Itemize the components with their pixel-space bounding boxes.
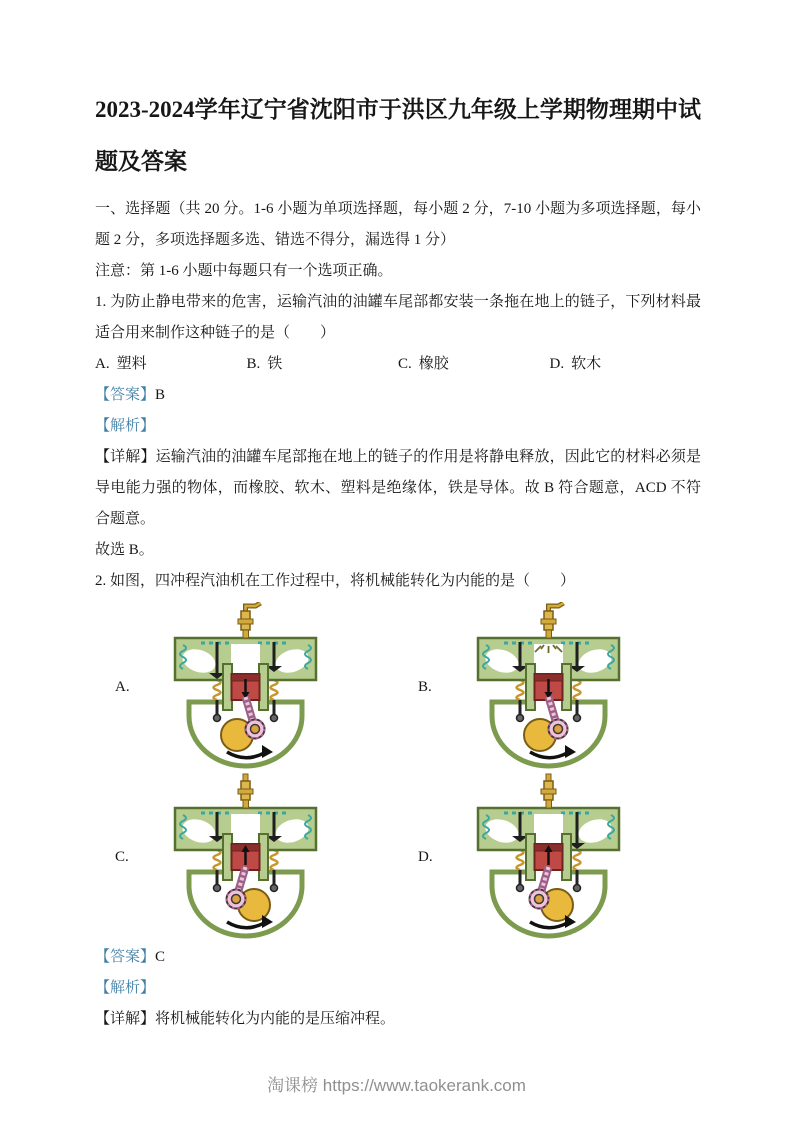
site-footer [0,1071,793,1096]
engine-diagrams [95,602,701,942]
engine-label-d: D. [418,848,433,865]
engine-diagram-intake-stroke [143,602,348,772]
engine-diagram-exhaust-stroke [446,772,651,942]
footer-link[interactable]: 淘课榜 https://www.taokerank.com [267,1076,526,1095]
section-heading: 一、选择题（共 20 分。1-6 小题为单项选择题，每小题 2 分，7-10 小题为多项选择题，每小题 2 分，多项选择题多选、错选不得分，漏选得 1 分） [95,201,701,248]
analysis-label: 【解析】 [95,980,156,996]
option-d: D. 软木 [549,356,602,372]
question1-options [95,349,701,380]
answer-label: 【答案】 [95,949,156,965]
engine-diagram-compression-stroke [143,772,348,942]
engine-label-a: A. [115,678,130,695]
engine-option-d [398,772,701,942]
engine-row-2 [95,772,701,942]
engine-label-b: B. [418,678,432,695]
question1-analysis-label [95,411,701,442]
analysis-label: 【解析】 [95,418,156,434]
question2-detail: 【详解】将机械能转化为内能的是压缩冲程。 [95,1011,396,1027]
question1-conclusion: 故选 B。 [95,542,154,558]
answer-value: C [155,949,166,965]
engine-option-c [95,772,398,942]
option-a: A. 塑料 [95,356,147,372]
engine-label-c: C. [115,848,129,865]
question2-analysis-label [95,973,701,1004]
engine-option-b [398,602,701,772]
option-c: C. 橡胶 [398,356,449,372]
question2-answer-line [95,942,701,973]
engine-row-1 [95,602,701,772]
question2-stem: 2. 如图，四冲程汽油机在工作过程中，将机械能转化为内能的是（ ） [95,573,576,589]
engine-diagram-power-stroke [446,602,651,772]
answer-label: 【答案】 [95,387,156,403]
question1-answer-line [95,380,701,411]
answer-value: B [155,387,166,403]
option-b: B. 铁 [246,356,283,372]
question1-detail: 【详解】运输汽油的油罐车尾部拖在地上的链子的作用是将静电释放，因此它的材料必须是导电能力强的物体，而橡胶、软木、塑料是绝缘体，铁是导体。故 B 符合题意，ACD 不符合题意。 [95,449,701,527]
engine-option-a [95,602,398,772]
question1-stem: 1. 为防止静电带来的危害，运输汽油的油罐车尾部都安装一条拖在地上的链子，下列材料最适合用来制作这种链子的是（ ） [95,294,701,341]
page-title: 2023-2024学年辽宁省沈阳市于洪区九年级上学期物理期中试题及答案 [95,97,701,174]
section-note: 注意：第 1-6 小题中每题只有一个选项正确。 [95,263,393,279]
